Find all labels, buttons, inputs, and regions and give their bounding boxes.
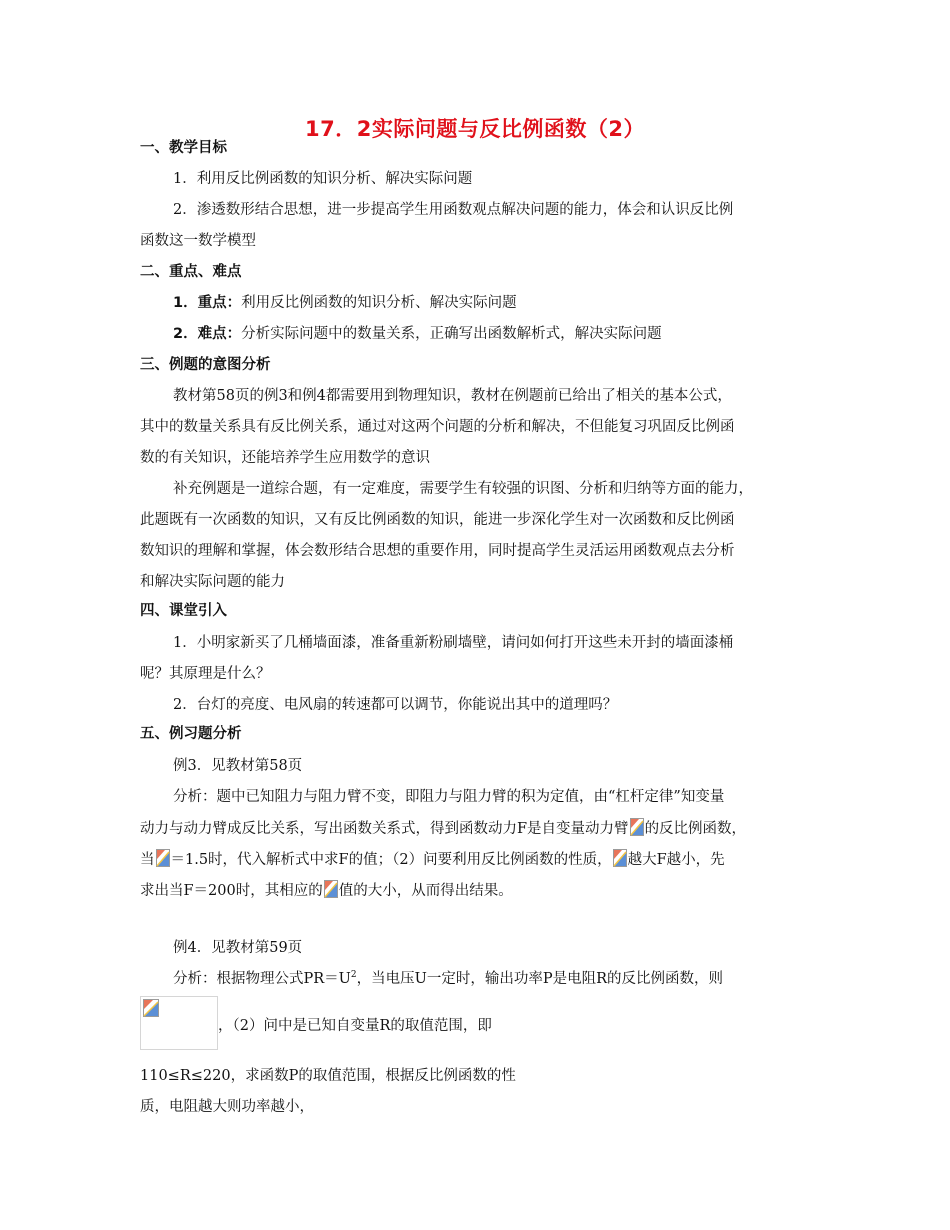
- paragraph: 1．小明家新买了几桶墙面漆，准备重新粉刷墙壁，请问如何打开这些未开封的墙面漆桶: [173, 635, 734, 651]
- broken-image-icon: [613, 849, 627, 867]
- text-run: 越大F越小，先: [627, 852, 725, 868]
- difficulty-label: 2．难点：: [173, 326, 242, 342]
- paragraph: 函数这一数学模型: [140, 233, 256, 249]
- key-point-text: 利用反比例函数的知识分析、解决实际问题: [241, 295, 517, 311]
- difficulty-line: [173, 324, 662, 344]
- paragraph: 数的有关知识，还能培养学生应用数学的意识: [140, 450, 430, 466]
- text-run: ，当电压U一定时，输出功率P是电阻R的反比例函数，则: [356, 971, 724, 987]
- section-heading-key-points: 二、重点、难点: [140, 264, 242, 280]
- text-run: 分析：根据物理公式PR＝U: [173, 971, 351, 987]
- formula-image-placeholder: [140, 996, 218, 1050]
- text-run: 求出当F＝200时，其相应的: [140, 883, 323, 899]
- paragraph: 教材第58页的例3和例4都需要用到物理知识，教材在例题前已给出了相关的基本公式，: [173, 388, 732, 404]
- text-run: 的反比例函数，: [644, 821, 747, 837]
- paragraph: 其中的数量关系具有反比例关系，通过对这两个问题的分析和解决，不但能复习巩固反比例函: [140, 419, 735, 435]
- paragraph: 2．渗透数形结合思想，进一步提高学生用函数观点解决问题的能力，体会和认识反比例: [173, 202, 734, 218]
- example-title: 例3．见教材第58页: [173, 758, 303, 774]
- text-run: 动力与动力臂成反比关系，写出函数关系式，得到函数动力F是自变量动力臂: [140, 821, 629, 837]
- key-point-line: [173, 293, 517, 313]
- paragraph: 补充例题是一道综合题，有一定难度，需要学生有较强的识图、分析和归纳等方面的能力，: [173, 481, 753, 497]
- section-heading-intro: 四、课堂引入: [140, 603, 227, 619]
- text-run: ＝1.5时，代入解析式中求F的值；（2）问要利用反比例函数的性质，: [170, 852, 612, 868]
- paragraph: 和解决实际问题的能力: [140, 574, 285, 590]
- paragraph: 分析：题中已知阻力与阻力臂不变，即阻力与阻力臂的积为定值，由“杠杆定律”知变量: [173, 789, 725, 805]
- section-heading-intent: 三、例题的意图分析: [140, 357, 271, 373]
- paragraph: [140, 880, 513, 901]
- text-run: 当: [140, 852, 155, 868]
- paragraph: 此题既有一次函数的知识，又有反比例函数的知识，能进一步深化学生对一次函数和反比例函: [140, 512, 735, 528]
- paragraph: ，（2）问中是已知自变量R的取值范围，即: [218, 1018, 492, 1034]
- document-title: 17．2实际问题与反比例函数（2）: [305, 117, 645, 141]
- paragraph: 数知识的理解和掌握，体会数形结合思想的重要作用，同时提高学生灵活运用函数观点去分析: [140, 543, 735, 559]
- section-heading-examples: 五、例习题分析: [140, 726, 242, 742]
- paragraph: 1．利用反比例函数的知识分析、解决实际问题: [173, 171, 473, 187]
- paragraph: [173, 969, 723, 989]
- broken-image-icon: [630, 818, 644, 836]
- paragraph: [140, 849, 725, 870]
- key-point-label: 1．重点：: [173, 295, 242, 311]
- paragraph: 110≤R≤220，求函数P的取值范围，根据反比例函数的性: [140, 1068, 516, 1084]
- difficulty-text: 分析实际问题中的数量关系，正确写出函数解析式，解决实际问题: [241, 326, 662, 342]
- superscript: 2: [350, 970, 357, 980]
- broken-image-icon: [143, 999, 159, 1017]
- paragraph: 呢？其原理是什么？: [140, 666, 271, 682]
- paragraph: 2．台灯的亮度、电风扇的转速都可以调节，你能说出其中的道理吗？: [173, 697, 618, 713]
- paragraph: 质，电阻越大则功率越小，: [140, 1099, 314, 1115]
- section-heading-goals: 一、教学目标: [140, 140, 227, 156]
- broken-image-icon: [156, 849, 170, 867]
- example-title: 例4．见教材第59页: [173, 940, 303, 956]
- text-run: 值的大小，从而得出结果。: [338, 883, 513, 899]
- paragraph: [140, 818, 746, 839]
- broken-image-icon: [324, 880, 338, 898]
